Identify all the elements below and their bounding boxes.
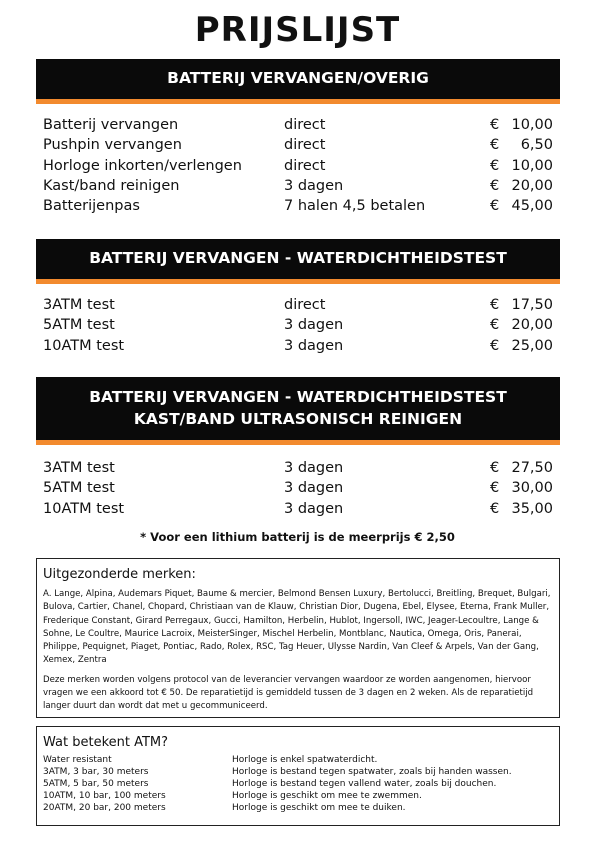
price-row: [43, 115, 553, 135]
service-name: Batterij vervangen: [43, 117, 179, 133]
atm-rating: 5ATM, 5 bar, 50 meters: [43, 779, 149, 789]
service-name: Batterijenpas: [43, 198, 140, 215]
price-row: [43, 196, 553, 216]
atm-explanation-title: Wat betekent ATM?: [43, 735, 169, 750]
price-row: [43, 156, 553, 176]
service-duration: 3 dagen: [284, 460, 344, 476]
service-duration: direct: [284, 117, 326, 133]
atm-row: [37, 802, 559, 814]
atm-meaning: Horloge is enkel spatwaterdicht.: [232, 755, 378, 765]
atm-explanation-box: [36, 726, 560, 826]
currency-symbol: €: [490, 198, 500, 215]
lithium-surcharge-note: * Voor een lithium batterij is de meerprijs € 2,50: [140, 530, 455, 544]
atm-row: [37, 778, 559, 790]
service-name: 10ATM test: [43, 500, 125, 517]
atm-rating: 20ATM, 20 bar, 200 meters: [43, 803, 166, 813]
atm-meaning: Horloge is bestand tegen spatwater, zoals bij handen wassen.: [232, 767, 512, 777]
service-price: 6,50: [520, 137, 553, 154]
currency-symbol: €: [490, 117, 500, 133]
excluded-brands-box: [36, 558, 560, 718]
service-price: 10,00: [511, 157, 553, 174]
price-row: [43, 336, 553, 356]
atm-rating: Water resistant: [43, 755, 112, 765]
service-price: 20,00: [511, 317, 553, 334]
page-title: PRIJSLIJST: [194, 10, 401, 50]
service-name: Horloge inkorten/verlengen: [43, 157, 242, 174]
section-heading-line: BATTERIJ VERVANGEN/OVERIG: [167, 69, 429, 87]
section-header-battery-other: [36, 59, 560, 104]
price-row: [43, 499, 553, 519]
service-price: 30,00: [511, 480, 553, 497]
price-row: [43, 478, 553, 498]
atm-meaning: Horloge is bestand tegen vallend water, zoals bij douchen.: [232, 779, 497, 789]
service-price: 20,00: [511, 177, 553, 194]
section-header-waterproof-ultrasonic: [36, 377, 560, 445]
service-duration: 3 dagen: [284, 480, 344, 497]
price-row: [43, 315, 553, 335]
excluded-brands-title: Uitgezonderde merken:: [43, 567, 196, 582]
currency-symbol: €: [490, 500, 500, 517]
service-price: 10,00: [511, 117, 553, 133]
price-row: [43, 176, 553, 196]
section-heading-line: KAST/BAND ULTRASONISCH REINIGEN: [133, 410, 463, 428]
service-duration: direct: [284, 297, 326, 313]
currency-symbol: €: [490, 337, 500, 354]
price-row: [43, 458, 553, 478]
service-name: Pushpin vervangen: [43, 137, 182, 154]
section-heading-line: BATTERIJ VERVANGEN - WATERDICHTHEIDSTEST: [89, 388, 507, 406]
service-price: 45,00: [511, 198, 553, 215]
service-price: 27,50: [511, 460, 553, 476]
currency-symbol: €: [490, 480, 500, 497]
currency-symbol: €: [490, 297, 500, 313]
service-name: 3ATM test: [43, 460, 115, 476]
service-name: Kast/band reinigen: [43, 177, 180, 194]
section-header-waterproof-test: [36, 239, 560, 284]
section-heading-line: BATTERIJ VERVANGEN - WATERDICHTHEIDSTEST: [89, 249, 507, 267]
service-name: 3ATM test: [43, 297, 115, 313]
atm-meaning: Horloge is geschikt om mee te zwemmen.: [232, 791, 422, 801]
atm-rating: 10ATM, 10 bar, 100 meters: [43, 791, 166, 801]
service-duration: 3 dagen: [284, 317, 344, 334]
excluded-brands-list: A. Lange, Alpina, Audemars Piquet, Baume & mercier, Belmond Bensen Luxury, Bertolucci, Breitling, Brequet, Bulgari, Bulova, Cartier, Chanel, Chopard, Christiaan van de Klauw, Christian Dior, Dugena, Ebel, Elysee, Eterna, Frank Muller, Frederique Constant, Girard Perregaux, Gucci, Hamilton, Herbelin, Hublot, Ingersoll, IWC, Jeager-Lecoultre, Lange & Sohne, Le Coultre, Maurice Lacroix, MeisterSinger, Mischel Herbelin, Montblanc, Nautica, Omega, Oris, Panerai, Philippe, Pequignet, Piaget, Pontiac, Rado, Rolex, RSC, Tag Heuer, Ulysse Nardin, Van Cleef & Arpels, Van der Gang, Xemex, Zentra: [43, 589, 551, 666]
service-price: 17,50: [511, 297, 553, 313]
service-duration: 3 dagen: [284, 500, 344, 517]
currency-symbol: €: [490, 460, 500, 476]
service-duration: 7 halen 4,5 betalen: [284, 198, 426, 215]
service-price: 35,00: [511, 500, 553, 517]
service-name: 5ATM test: [43, 317, 115, 334]
currency-symbol: €: [490, 157, 500, 174]
price-list-battery-other: [43, 115, 553, 216]
atm-row: [37, 790, 559, 802]
currency-symbol: €: [490, 317, 500, 334]
repair-policy-note: Deze merken worden volgens protocol van de leverancier vervangen waardoor ze worden aangenomen, hiervoor vragen we een akkoord tot € 50. De reparatietijd is gemiddeld tussen de 3 dagen en 2 weken. Als de reparatietijd langer duurt dan wordt dat met u gecommuniceerd.: [43, 674, 534, 712]
atm-meaning: Horloge is geschikt om mee te duiken.: [232, 803, 406, 813]
service-duration: 3 dagen: [284, 177, 344, 194]
currency-symbol: €: [490, 177, 500, 194]
service-duration: direct: [284, 137, 326, 154]
service-name: 5ATM test: [43, 480, 115, 497]
price-row: [43, 295, 553, 315]
service-price: 25,00: [511, 337, 553, 354]
price-list-waterproof-ultrasonic: [43, 458, 553, 519]
currency-symbol: €: [490, 137, 500, 154]
service-name: 10ATM test: [43, 337, 125, 354]
atm-rating: 3ATM, 3 bar, 30 meters: [43, 767, 149, 777]
price-list-waterproof-test: [43, 295, 553, 356]
service-duration: direct: [284, 157, 326, 174]
service-duration: 3 dagen: [284, 337, 344, 354]
atm-row: [37, 766, 559, 778]
atm-row: [37, 754, 559, 766]
price-row: [43, 135, 553, 155]
